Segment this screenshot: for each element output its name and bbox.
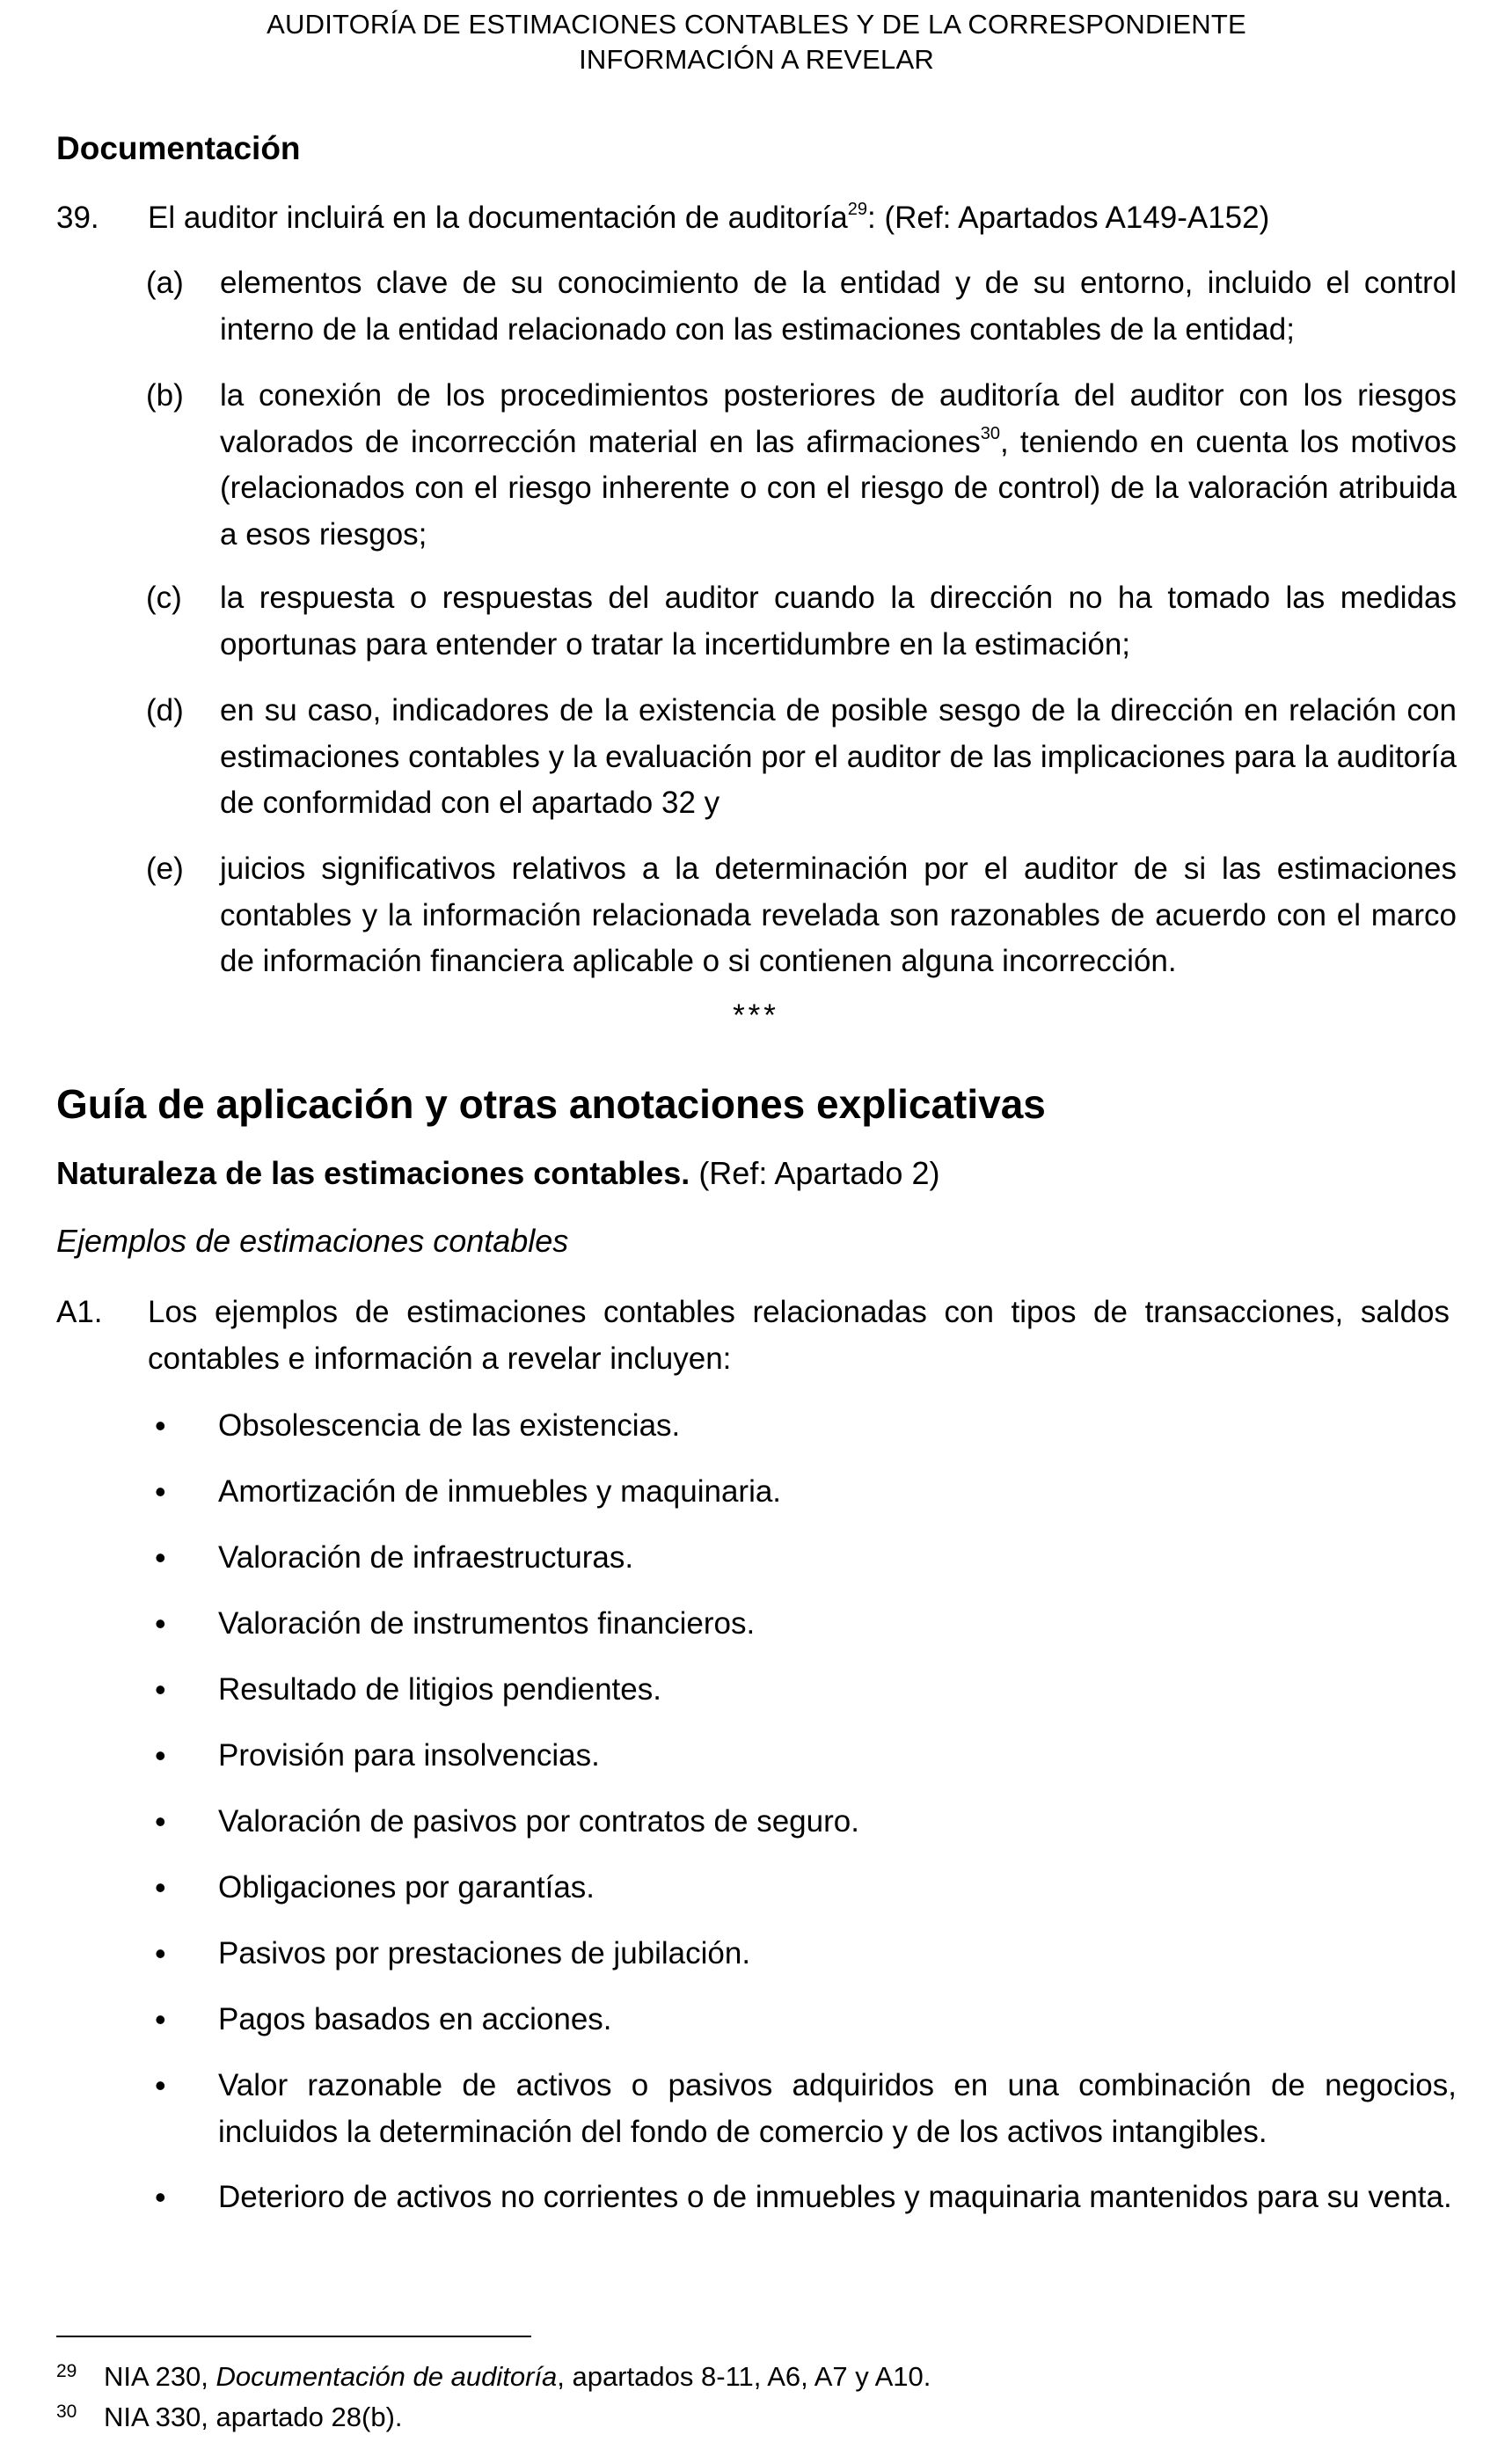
bullet-marker: •	[155, 2001, 166, 2037]
documentation-heading: Documentación	[56, 130, 301, 166]
examples-heading: Ejemplos de estimaciones contables	[56, 1223, 569, 1259]
item-text-part: la conexión de los procedimientos posteriores de auditoría del auditor con los riesgos valorados de incorrección material en las afirmaciones	[220, 378, 1457, 459]
paragraph-text	[148, 194, 1450, 241]
footnote-ref-29: 29	[847, 200, 868, 219]
subsection-ref: (Ref: Apartado 2)	[690, 1155, 940, 1191]
bullet-marker: •	[155, 1605, 166, 1641]
bullet-text: Valoración de instrumentos financieros.	[218, 1606, 756, 1641]
item-text: en su caso, indicadores de la existencia de posible sesgo de la dirección en relación con estimaciones contables y la evaluación por el auditor de las implicaciones para la auditoría de conformidad con el apartado 32 y	[220, 693, 1457, 820]
footnote-italic-title: Documentación de auditoría	[215, 2361, 558, 2392]
bullet-marker: •	[155, 1803, 166, 1839]
paragraph-number: A1.	[56, 1295, 103, 1329]
paragraph-text: Los ejemplos de estimaciones contables relacionadas con tipos de transacciones, saldos contables e información a revelar incluyen:	[148, 1295, 1450, 1376]
bullet-text: Obsolescencia de las existencias.	[218, 1408, 681, 1443]
footnote-number: 30	[56, 2402, 77, 2422]
subsection-title: Naturaleza de las estimaciones contables.	[56, 1155, 690, 1191]
paragraph-number: 39.	[56, 201, 99, 235]
item-label: (b)	[146, 378, 184, 413]
bullet-marker: •	[155, 1407, 166, 1444]
item-text: elementos clave de su conocimiento de la entidad y de su entorno, incluido el control interno de la entidad relacionado con las estimaciones contables de la entidad;	[220, 266, 1457, 347]
item-text-part: , teniendo en cuenta los motivos (relacionados con el riesgo inherente o con el riesgo de control) de la valoración atribuida a esos riesgos;	[220, 424, 1457, 552]
paragraph-text-part: : (Ref: Apartados A149-A152)	[867, 201, 1270, 235]
bullet-text: Valoración de infraestructuras.	[218, 1540, 634, 1575]
bullet-text: Amortización de inmuebles y maquinaria.	[218, 1474, 782, 1509]
bullet-text: Valor razonable de activos o pasivos adquiridos en una combinación de negocios, incluidos la determinación del fondo de comercio y de los activos intangibles.	[218, 2068, 1457, 2149]
bullet-text: Valoración de pasivos por contratos de seguro.	[218, 1804, 859, 1839]
bullet-marker: •	[155, 1737, 166, 1773]
bullet-text: Provisión para insolvencias.	[218, 1738, 600, 1773]
running-header-line-2: INFORMACIÓN A REVELAR	[579, 44, 934, 75]
footnote-ref-30: 30	[980, 423, 1000, 443]
item-label: (d)	[146, 693, 184, 727]
bullet-text: Pasivos por prestaciones de jubilación.	[218, 1936, 751, 1970]
footnote-number: 29	[56, 2361, 77, 2381]
bullet-marker: •	[155, 1539, 166, 1576]
item-text: juicios significativos relativos a la determinación por el auditor de si las estimaciones contables y la información relacionada revelada son razonables de acuerdo con el marco de información financiera aplicable o si contienen alguna incorrección.	[220, 852, 1457, 978]
footnote-text-part: , apartados 8-11, A6, A7 y A10.	[557, 2361, 931, 2392]
item-label: (c)	[146, 581, 182, 615]
bullet-marker: •	[155, 2179, 166, 2215]
running-header	[220, 7, 1293, 77]
bullet-marker: •	[155, 1473, 166, 1510]
item-text: la respuesta o respuestas del auditor cuando la dirección no ha tomado las medidas oportunas para entender o tratar la incertidumbre en la estimación;	[220, 581, 1457, 662]
bullet-text: Resultado de litigios pendientes.	[218, 1672, 661, 1707]
bullet-text: Deterioro de activos no corrientes o de inmuebles y maquinaria mantenidos para su venta.	[218, 2180, 1452, 2214]
footnote-text	[104, 2359, 931, 2394]
item-text	[220, 373, 1457, 558]
item-label: (e)	[146, 852, 184, 886]
paragraph-text-part: El auditor incluirá en la documentación de auditoría	[148, 201, 848, 235]
bullet-text: Pagos basados en acciones.	[218, 2002, 612, 2036]
item-label: (a)	[146, 266, 184, 300]
guide-title: Guía de aplicación y otras anotaciones explicativas	[56, 1081, 1046, 1127]
section-separator: ***	[733, 998, 779, 1033]
footnote-divider	[56, 2336, 531, 2337]
running-header-line-1: AUDITORÍA DE ESTIMACIONES CONTABLES Y DE LA CORRESPONDIENTE	[267, 9, 1246, 40]
subsection-heading	[56, 1152, 939, 1195]
bullet-marker: •	[155, 2067, 166, 2103]
footnote-text-part: NIA 230,	[104, 2361, 216, 2392]
footnote-text: NIA 330, apartado 28(b).	[104, 2402, 403, 2432]
bullet-marker: •	[155, 1869, 166, 1905]
bullet-text: Obligaciones por garantías.	[218, 1870, 595, 1905]
bullet-marker: •	[155, 1671, 166, 1707]
bullet-marker: •	[155, 1935, 166, 1971]
